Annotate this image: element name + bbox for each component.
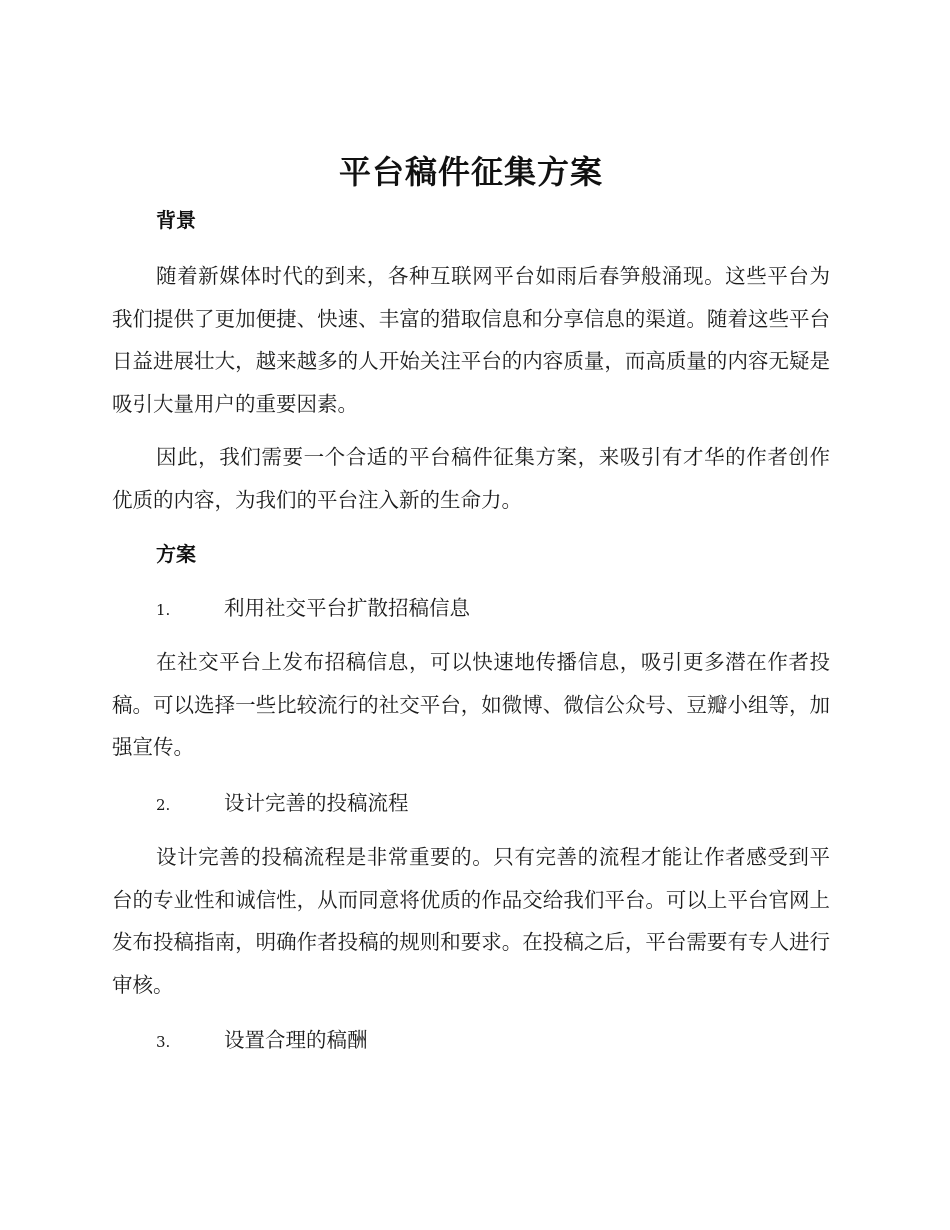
plan-item-3-header [156,1025,368,1055]
plan-item-title: 利用社交平台扩散招稿信息 [224,596,470,620]
plan-item-2-header [156,788,409,818]
document-title: 平台稿件征集方案 [338,153,603,191]
plan-item-number: 1. [156,601,171,619]
section-heading-plan: 方案 [156,542,196,566]
plan-item-2-body: 设计完善的投稿流程是非常重要的。只有完善的流程才能让作者感受到平台的专业性和诚信性，从而同意将优质的作品交给我们平台。可以上平台官网上发布投稿指南，明确作者投稿的规则和要求。在投稿之后，平台需要有专人进行审核。 [112,845,830,997]
background-paragraph-2: 因此，我们需要一个合适的平台稿件征集方案，来吸引有才华的作者创作优质的内容，为我们的平台注入新的生命力。 [112,445,830,512]
plan-item-number: 3. [156,1033,171,1051]
section-heading-background: 背景 [156,208,196,232]
plan-item-1-body: 在社交平台上发布招稿信息，可以快速地传播信息，吸引更多潜在作者投稿。可以选择一些比较流行的社交平台，如微博、微信公众号、豆瓣小组等，加强宣传。 [112,650,830,759]
plan-item-1-header [156,593,470,623]
plan-item-title: 设置合理的稿酬 [224,1028,368,1052]
background-paragraph-1: 随着新媒体时代的到来，各种互联网平台如雨后春笋般涌现。这些平台为我们提供了更加便捷、快速、丰富的猎取信息和分享信息的渠道。随着这些平台日益进展壮大，越来越多的人开始关注平台的内容质量，而高质量的内容无疑是吸引大量用户的重要因素。 [112,264,830,416]
plan-item-number: 2. [156,796,171,814]
plan-item-title: 设计完善的投稿流程 [224,791,409,815]
